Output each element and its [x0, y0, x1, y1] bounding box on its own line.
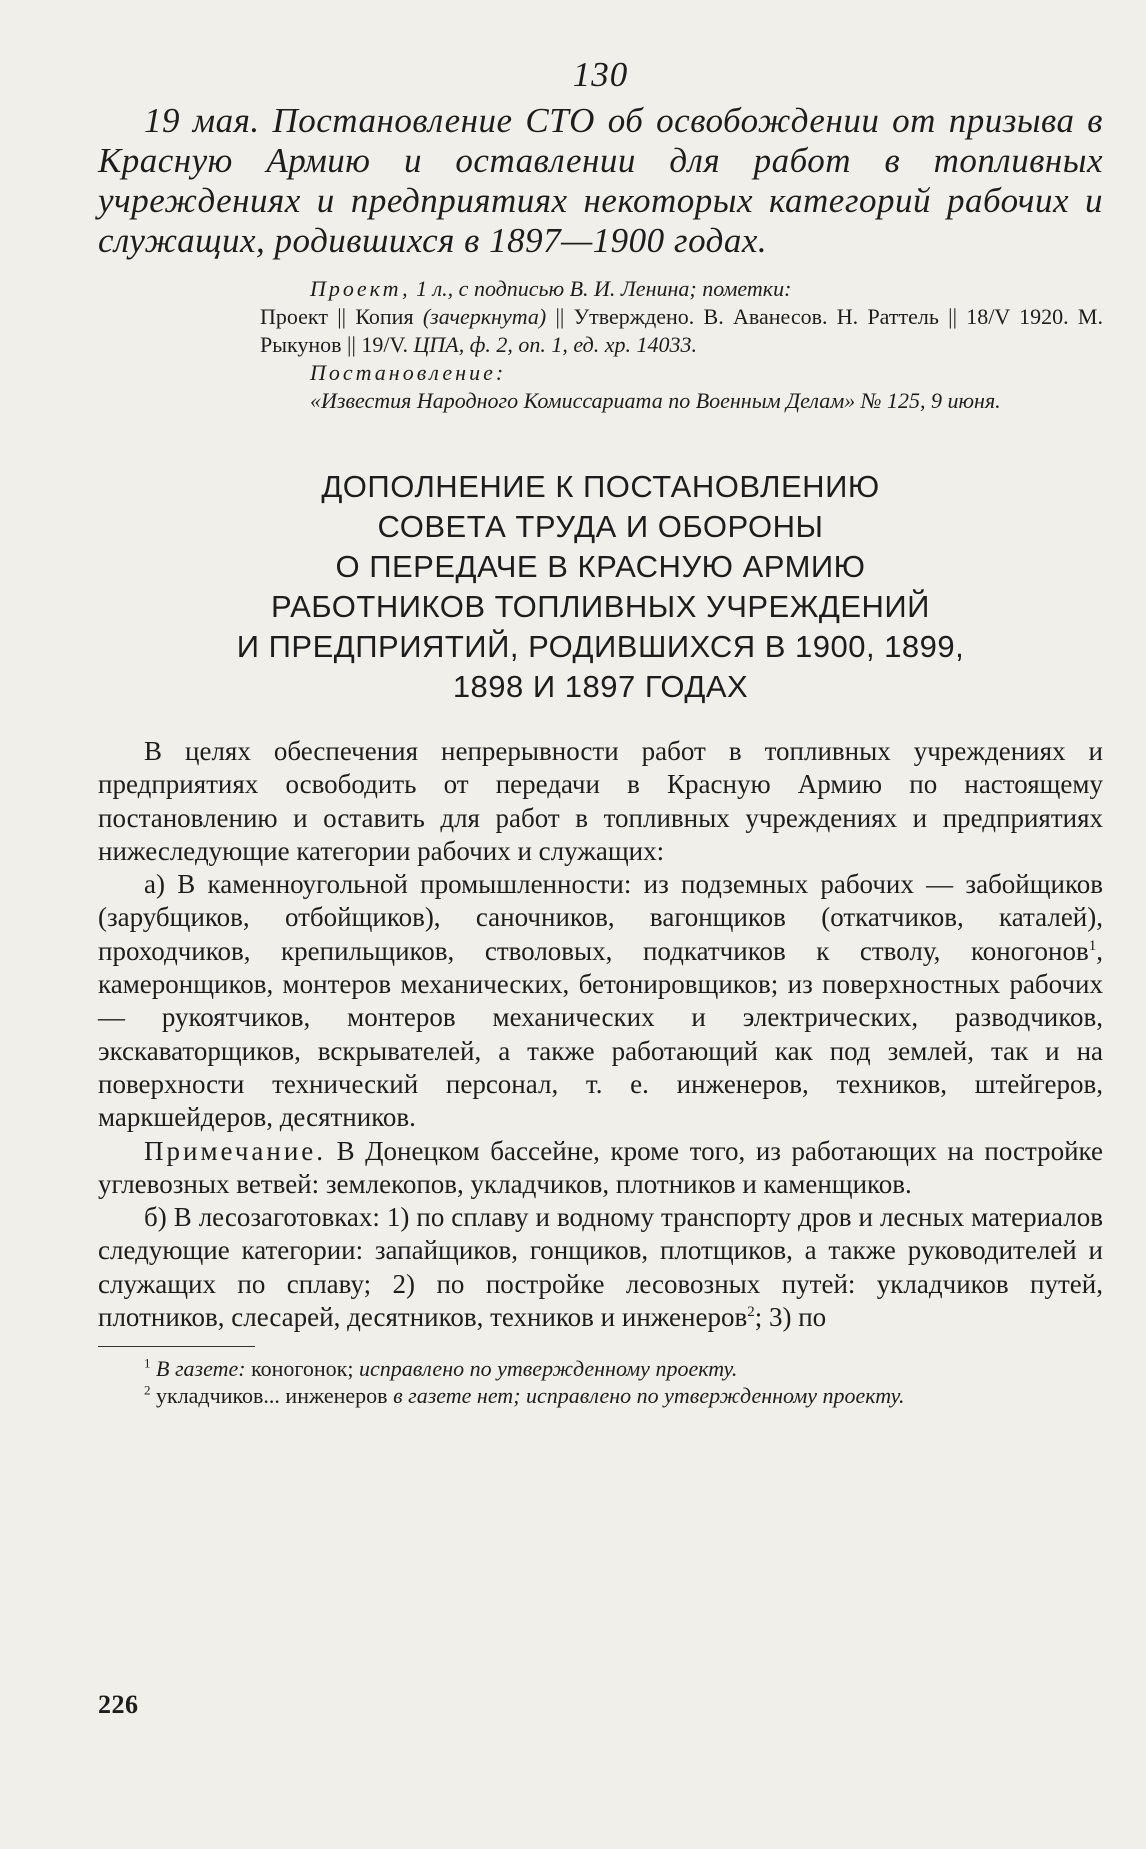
paragraph-a-text-1: а) В каменноугольной промышленности: из подземных рабочих — забойщиков (зарубщиков, отбойщиков), саночников, вагонщиков (откатчиков, каталей), проходчиков, крепильщиков, стволовых, подкатчиков к стволу, коногонов — [98, 869, 1103, 966]
title-line: 1898 И 1897 ГОДАХ — [452, 669, 749, 704]
footnote-ref-2: 2 — [747, 1304, 755, 1321]
source-label-resolution: Постановление: — [310, 360, 507, 385]
document-title — [98, 467, 1103, 707]
footnote-2-mark: 2 — [144, 1383, 151, 1399]
source-marks-b: (зачеркнута) — [422, 304, 547, 329]
paragraph-b-text-2: ; 3) по — [754, 1302, 827, 1333]
title-line: РАБОТНИКОВ ТОПЛИВНЫХ УЧРЕЖДЕНИЙ — [271, 589, 930, 624]
document-body — [98, 735, 1103, 1334]
footnote-1-lead: В газете: — [156, 1356, 246, 1382]
note-label: Примечание. — [144, 1135, 327, 1166]
body-paragraph-intro: В целях обеспечения непрерывности работ в топливных учреждениях и предприятиях освободить от передачи в Красную Армию по настоящему постановлению и оставить для работ в топливных учреждениях и предприятиях нижеследующие категории рабочих и служащих: — [98, 736, 1103, 866]
footnote-1-tail: исправлено по утвержденному проекту. — [358, 1356, 738, 1382]
footnote-2-tail: в газете нет; исправлено по утвержденному проекту. — [393, 1383, 905, 1409]
source-line-1 — [260, 275, 1103, 303]
source-line-3 — [260, 359, 1103, 387]
note-text: В Донецком бассейне, кроме того, из работающих на постройке углевозных ветвей: землекопов, укладчиков, плотников и каменщиков. — [98, 1135, 1103, 1199]
document-heading: 19 мая. Постановление СТО об освобождении от призыва в Красную Армию и оставлении для работ в топливных учреждениях и предприятиях некоторых категорий рабочих и служащих, родившихся в 1897—1900 годах. — [98, 101, 1103, 260]
source-marks-a: Проект || Копия — [260, 304, 414, 329]
document-page — [98, 55, 1103, 1409]
source-project-desc: 1 л., с подписью В. И. Ленина; пометки: — [416, 276, 792, 301]
page-number: 226 — [98, 1690, 139, 1719]
source-archive-ref: ЦПА, ф. 2, оп. 1, ед. хр. 14033. — [413, 332, 697, 357]
footnote-1 — [98, 1355, 1103, 1382]
body-paragraph-a — [98, 868, 1103, 1134]
source-label-project: Проект, — [310, 276, 411, 301]
footnote-2 — [98, 1382, 1103, 1409]
source-marks-c: || Утверждено. В. Аванесов. Н. Раттель || 18/V 1920. М. Рыкунов || 19/V. — [260, 304, 1103, 357]
source-line-2 — [260, 303, 1103, 359]
title-line: СОВЕТА ТРУДА И ОБОРОНЫ — [377, 509, 824, 544]
paragraph-a-text-2: , камеронщиков, монтеров механических, бетонировщиков; из поверхностных рабочих — рукоятчиков, монтеров механических и электрических, разводчиков, экскаваторщиков, вскрывателей, а также работающий как под землей, так и на поверхности технический персонал, т. е. инженеров, техников, штейгеров, маркшейдеров, десятников. — [98, 935, 1103, 1133]
source-note — [260, 275, 1103, 415]
footnote-2-words: укладчиков... инженеров — [150, 1383, 394, 1409]
footnote-divider — [98, 1346, 255, 1347]
title-line: ДОПОЛНЕНИЕ К ПОСТАНОВЛЕНИЮ — [321, 469, 880, 504]
source-publication: «Известия Народного Комиссариата по Военным Делам» № 125, 9 июня. — [310, 388, 1001, 413]
title-line: О ПЕРЕДАЧЕ В КРАСНУЮ АРМИЮ — [335, 549, 866, 584]
body-paragraph-b — [98, 1201, 1103, 1334]
footnote-1-mark: 1 — [144, 1356, 151, 1372]
footnotes — [98, 1355, 1103, 1409]
title-line: И ПРЕДПРИЯТИЙ, РОДИВШИХСЯ В 1900, 1899, — [236, 629, 965, 664]
document-number: 130 — [572, 55, 629, 94]
paragraph-b-text-1: б) В лесозаготовках: 1) по сплаву и водному транспорту дров и лесных материалов следующие категории: запайщиков, гонщиков, плотщиков, а также руководителей и служащих по сплаву; 2) по постройке лесовозных путей: укладчиков путей, плотников, слесарей, десятников, техников и инженеров — [98, 1202, 1103, 1333]
body-paragraph-note — [98, 1135, 1103, 1202]
footnote-1-word: коногонок; — [245, 1356, 359, 1382]
footnote-ref-1: 1 — [1088, 937, 1097, 954]
